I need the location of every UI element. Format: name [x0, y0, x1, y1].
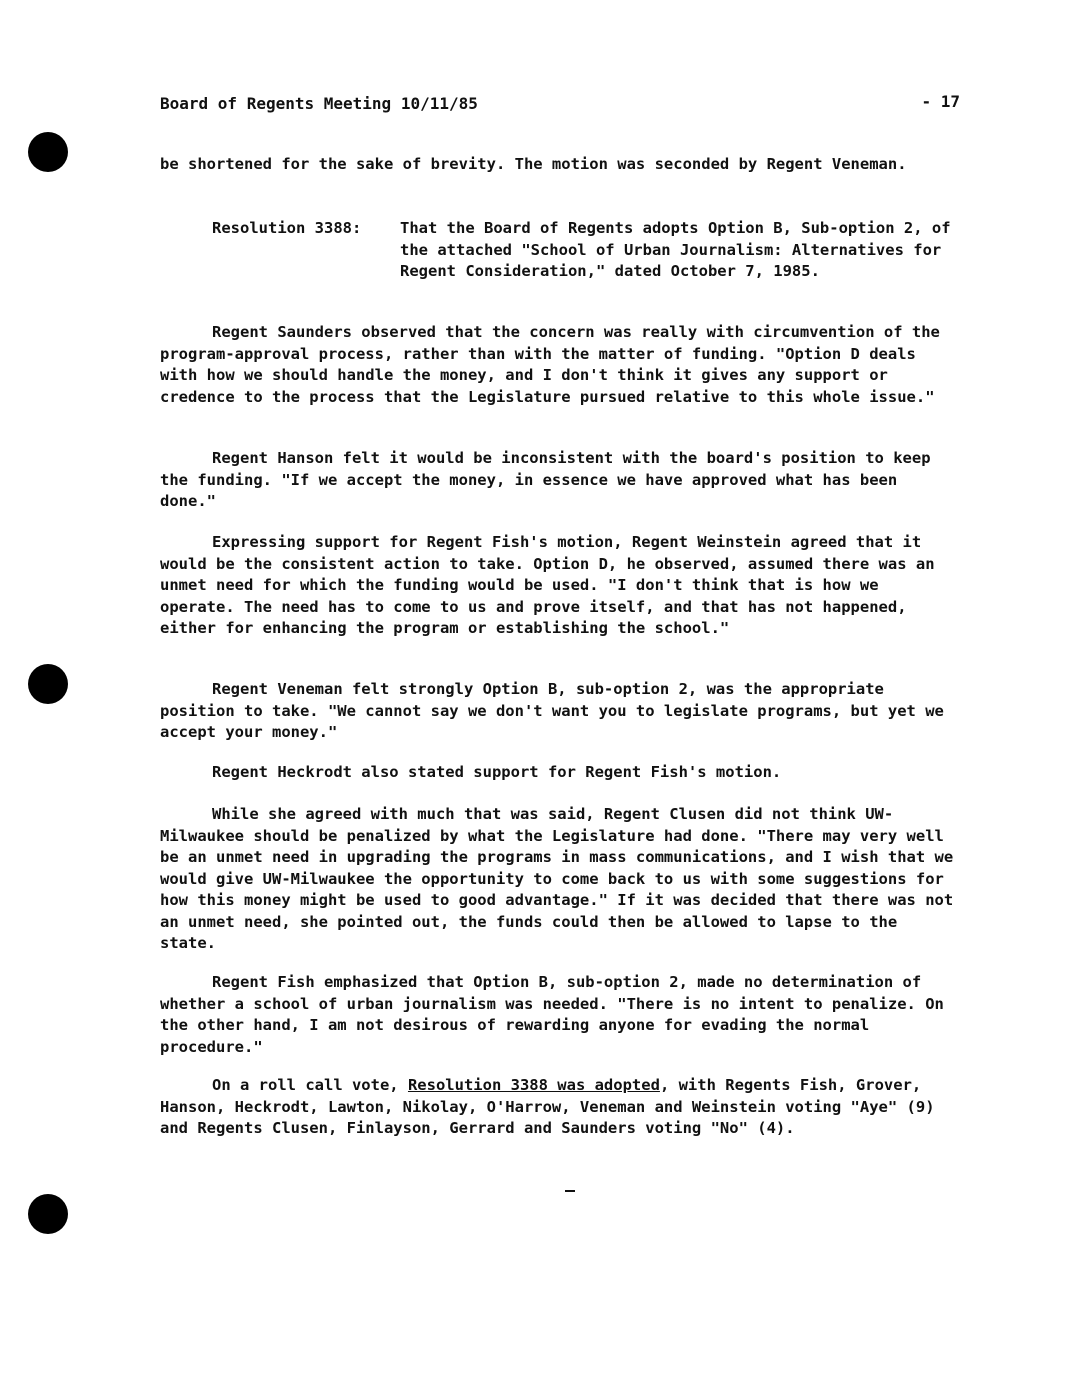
punch-hole-middle — [28, 664, 68, 704]
vote-prefix: On a roll call vote, — [212, 1076, 408, 1094]
vote-text — [160, 1075, 960, 1140]
punch-hole-bottom — [28, 1194, 68, 1234]
paragraph-veneman — [160, 679, 960, 744]
resolution-text: That the Board of Regents adopts Option B, Sub-option 2, of the attached "School of Urban Journalism: Alternatives for Regent Consideration," dated October 7, 1985. — [400, 219, 951, 280]
paragraph-text: Regent Fish emphasized that Option B, sub-option 2, made no determination of whether a school of urban journalism was needed. "There is no intent to penalize. On the other hand, I am not desirous of rewarding anyone for evading the normal procedure." — [160, 973, 944, 1056]
vote-suffix: , with Regents Fish, Grover, Hanson, Heckrodt, Lawton, Nikolay, O'Harrow, Veneman and Weinstein voting "Aye" (9) and Regents Clusen, Finlayson, Gerrard and Saunders voting "No" (4). — [160, 1076, 935, 1137]
header-title: Board of Regents Meeting 10/11/85 — [160, 94, 478, 113]
continuation-block — [160, 154, 960, 176]
paragraph-saunders — [160, 322, 960, 408]
vote-adopted: Resolution 3388 was adopted — [407, 1076, 660, 1094]
resolution-label: Resolution 3388: — [212, 219, 362, 237]
paragraph-heckrodt — [160, 762, 960, 784]
page-number: - 17 — [921, 92, 960, 111]
paragraph-text: Regent Veneman felt strongly Option B, sub-option 2, was the appropriate position to take. "We cannot say we don't want you to legislate programs, but yet we accept your money." — [160, 680, 944, 741]
paragraph-fish — [160, 972, 960, 1058]
paragraph-text: Regent Saunders observed that the concern was really with circumvention of the program-approval process, rather than with the matter of funding. "Option D deals with how we should handle the money, and I don't think it gives any support or credence to the process that the Legislature pursued relative to this whole issue." — [160, 323, 940, 406]
paragraph-vote — [160, 1075, 960, 1140]
paragraph-text: While she agreed with much that was said, Regent Clusen did not think UW-Milwaukee should be penalized by what the Legislature had done. "There may very well be an unmet need in upgrading the programs in mass communications, and I wish that we would give UW-Milwaukee the opportunity to come back to us with some suggestions for how this money might be used to good advantage." If it was decided that there was not an unmet need, she pointed out, the funds could then be allowed to lapse to the state. — [160, 805, 954, 952]
paragraph-hanson — [160, 448, 960, 513]
paragraph-clusen — [160, 804, 960, 955]
paragraph-text: Regent Heckrodt also stated support for Regent Fish's motion. — [212, 763, 782, 781]
punch-hole-top — [28, 132, 68, 172]
resolution-block — [212, 218, 972, 283]
paragraph-text: Regent Hanson felt it would be inconsistent with the board's position to keep the funding. "If we accept the money, in essence we have approved what has been done." — [160, 449, 931, 510]
end-mark — [565, 1190, 575, 1192]
continuation-text: be shortened for the sake of brevity. The motion was seconded by Regent Veneman. — [160, 155, 907, 173]
paragraph-text: Expressing support for Regent Fish's motion, Regent Weinstein agreed that it would be the consistent action to take. Option D, he observed, assumed there was an unmet need for which the funding would be used. "I don't think that is how we operate. The need has to come to us and prove itself, and that has not happened, either for enhancing the program or establishing the school." — [160, 533, 935, 637]
paragraph-weinstein — [160, 532, 960, 640]
